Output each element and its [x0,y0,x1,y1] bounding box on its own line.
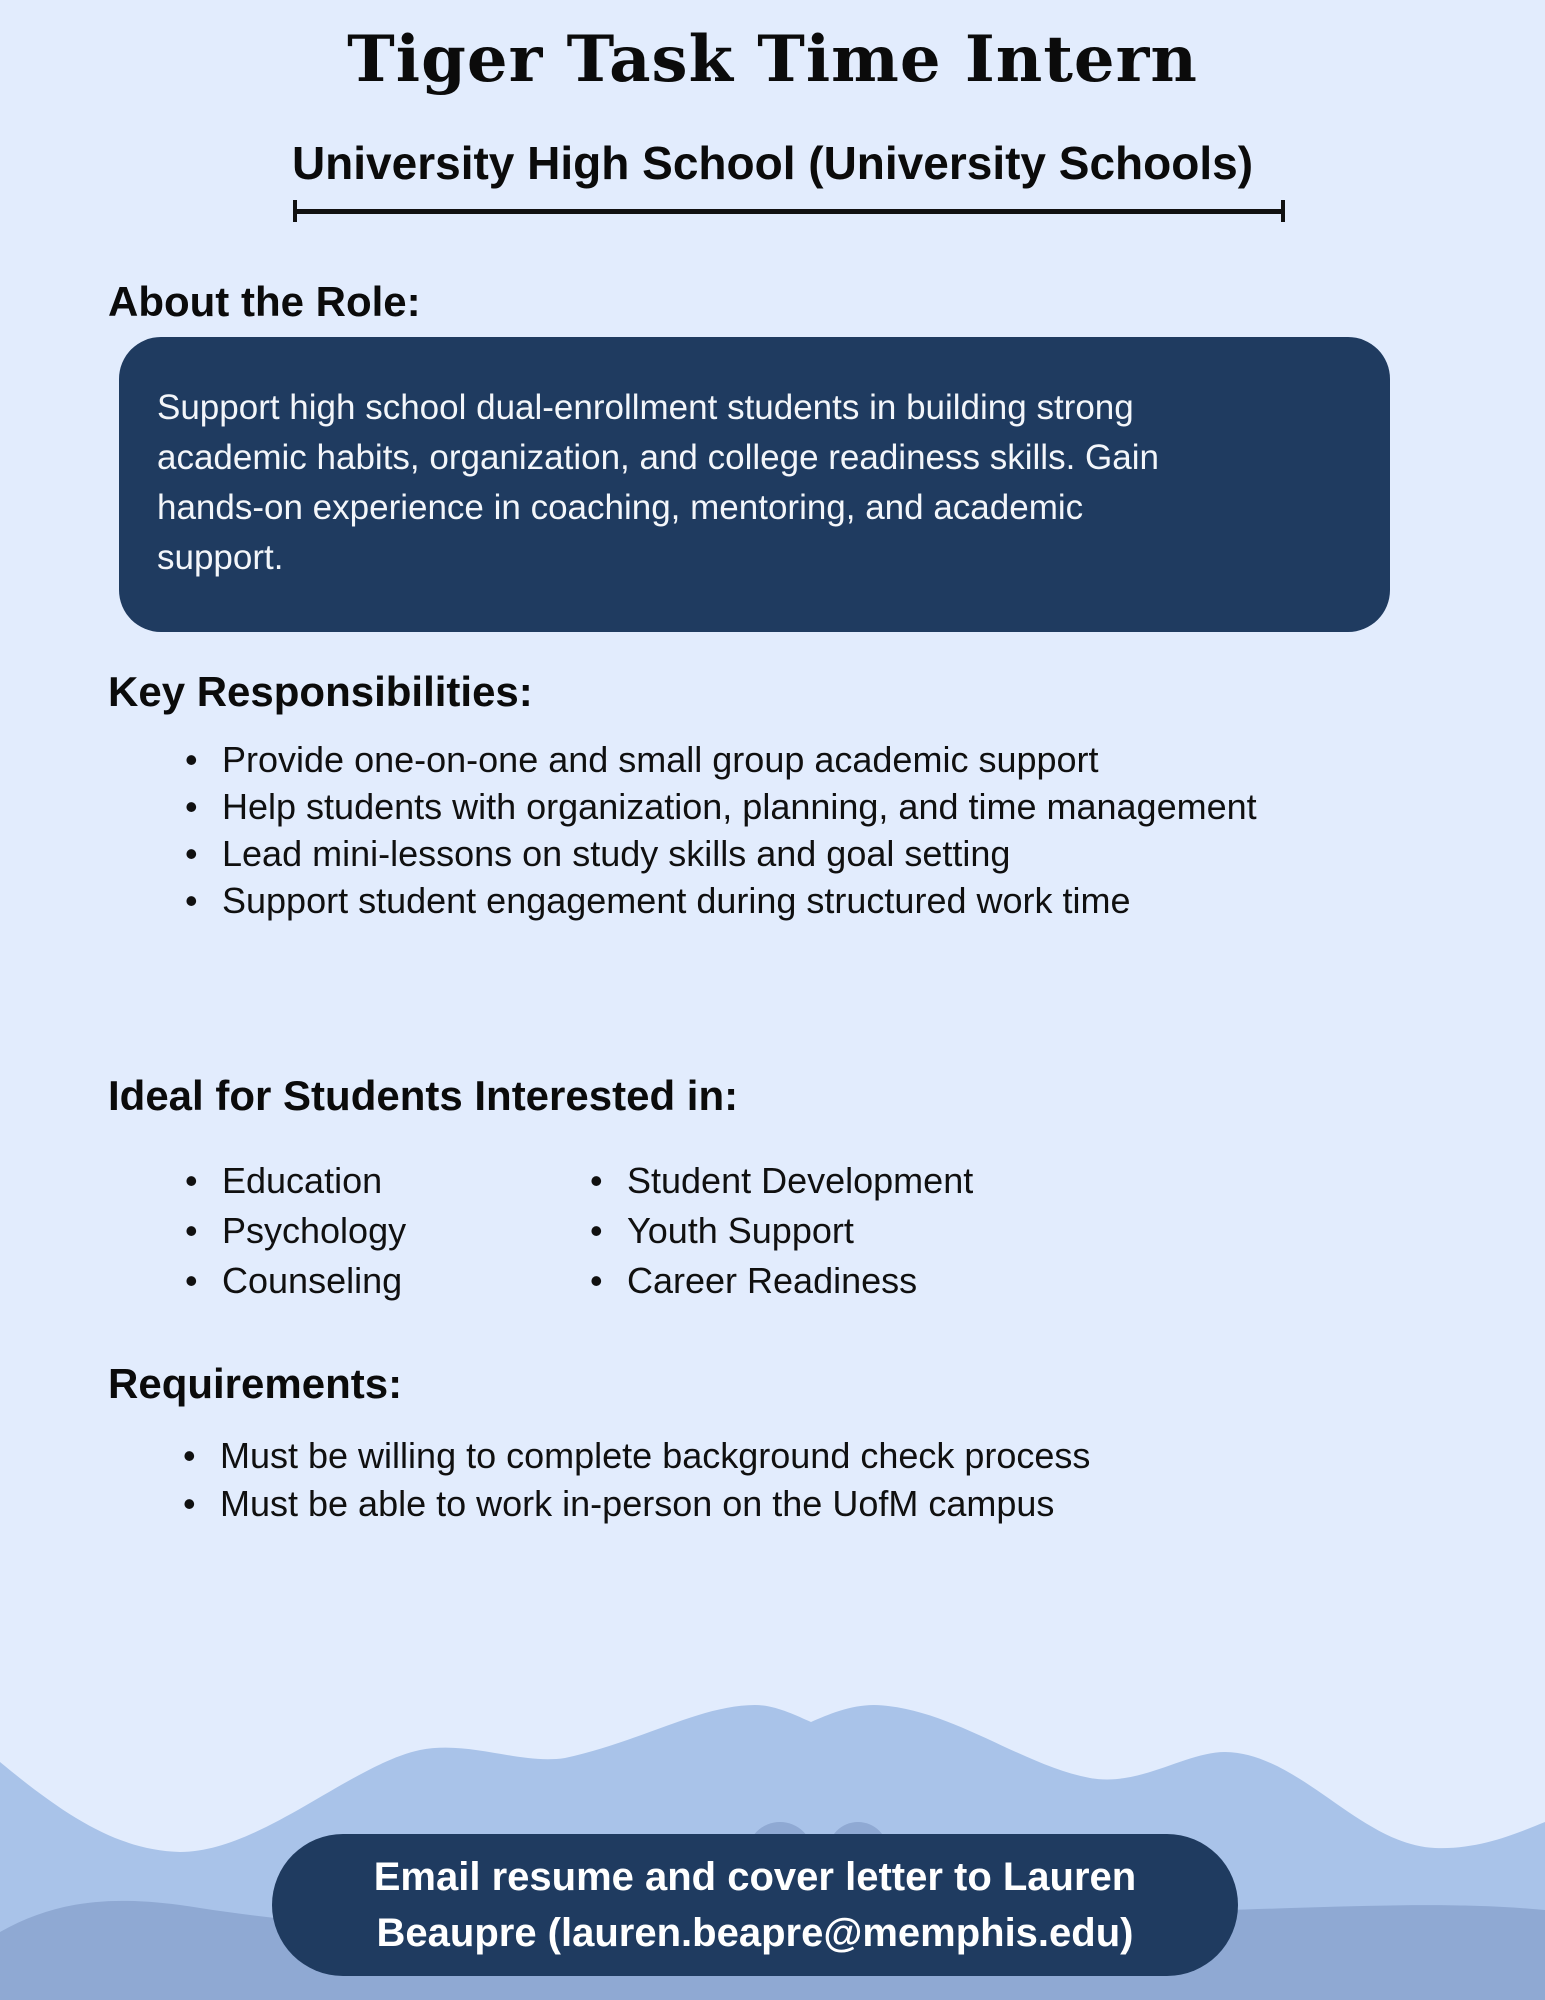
divider-line [293,209,1285,214]
list-item: • Counseling [185,1256,590,1306]
ideal-students-columns [185,1156,973,1306]
list-item: • Support student engagement during structured work time [185,877,1435,924]
about-role-heading: About the Role: [108,278,421,325]
list-item: • Must be willing to complete background check process [183,1432,1433,1480]
about-role-box [119,337,1390,632]
requirements-list [183,1432,1433,1528]
about-role-text-line: Support high school dual-enrollment students in building strong [157,388,1134,427]
page-subtitle: University High School (University Schools) [291,137,1254,189]
list-item: • Youth Support [590,1206,973,1256]
contact-banner [272,1834,1238,1976]
contact-line-1: Email resume and cover letter to Lauren [373,1855,1137,1899]
list-item: • Provide one-on-one and small group academic support [185,736,1435,783]
requirements-heading: Requirements: [108,1360,403,1407]
about-role-text-line: support. [157,538,284,577]
ideal-students-heading: Ideal for Students Interested in: [108,1072,739,1119]
list-item: • Career Readiness [590,1256,973,1306]
about-role-text-line: academic habits, organization, and college readiness skills. Gain [157,438,1159,477]
about-role-text-line: hands-on experience in coaching, mentoring, and academic [157,488,1084,527]
list-item: • Education [185,1156,590,1206]
key-responsibilities-heading: Key Responsibilities: [108,668,533,715]
page-title: Tiger Task Time Intern [347,22,1198,97]
list-item: • Psychology [185,1206,590,1256]
ideal-students-column-2 [590,1156,973,1306]
ideal-students-column-1 [185,1156,590,1306]
list-item: • Lead mini-lessons on study skills and goal setting [185,830,1435,877]
contact-line-2: Beaupre (lauren.beapre@memphis.edu) [376,1911,1134,1955]
list-item: • Help students with organization, planning, and time management [185,783,1435,830]
title-divider [293,200,1285,222]
divider-right-cap [1281,200,1285,222]
key-responsibilities-list [185,736,1435,924]
list-item: • Student Development [590,1156,973,1206]
list-item: • Must be able to work in-person on the UofM campus [183,1480,1433,1528]
divider-left-cap [293,200,297,222]
